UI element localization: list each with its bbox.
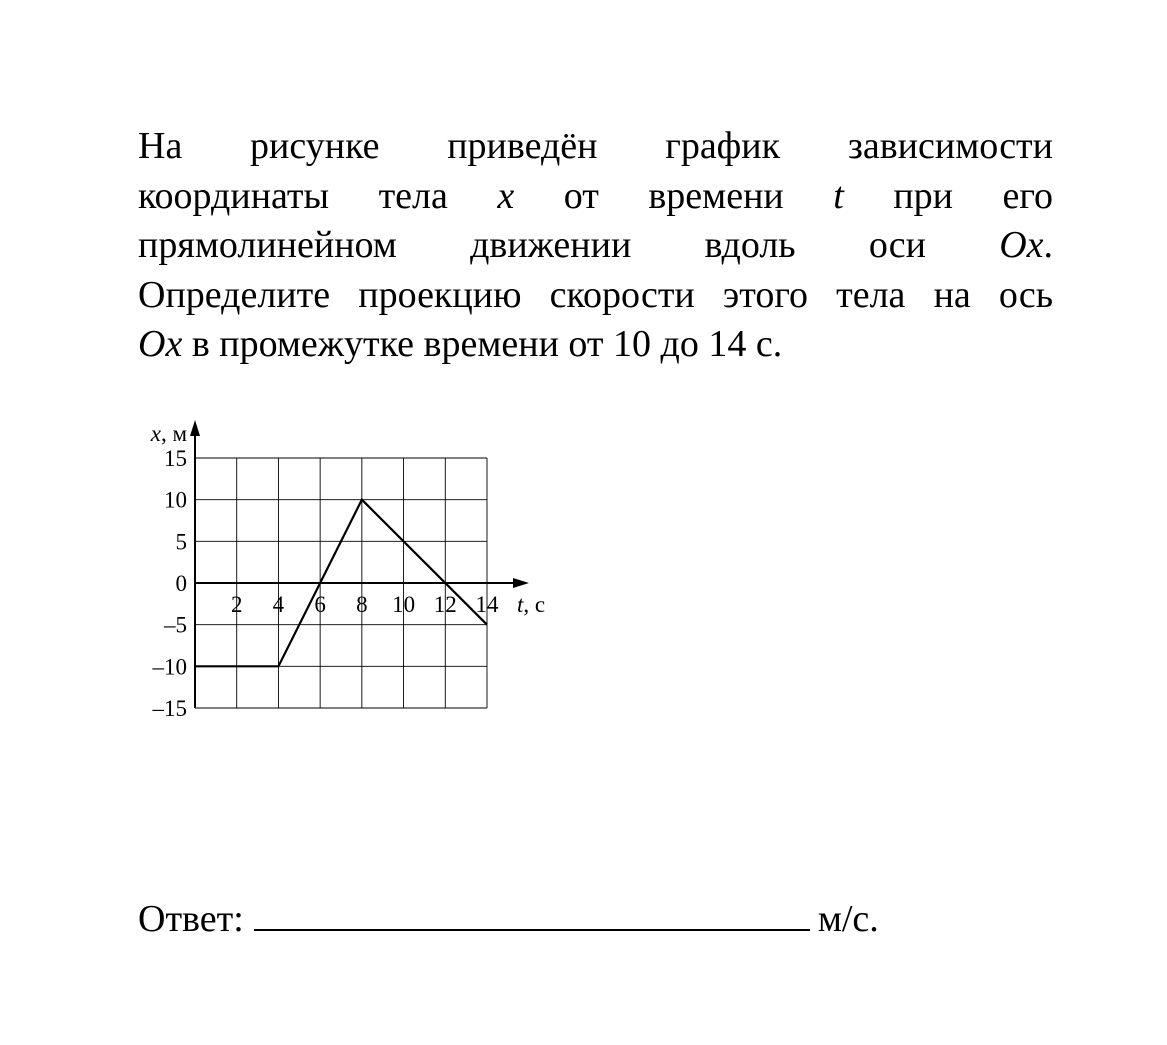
word: рисунке (250, 125, 380, 167)
word: этого (722, 273, 808, 316)
word: приведён (447, 125, 598, 167)
variable-x: x (497, 174, 515, 217)
word: координаты (138, 174, 330, 217)
word: зависимости (847, 125, 1054, 167)
x-tick-label: 14 (475, 592, 499, 617)
x-tick-label: 8 (356, 592, 368, 617)
word: тела (836, 273, 906, 316)
period: . (1043, 224, 1054, 266)
word: при (893, 174, 953, 217)
word: его (1002, 174, 1054, 217)
y-tick-label: 5 (175, 529, 187, 555)
y-tick-label: –10 (152, 654, 187, 680)
word: проекцию (358, 273, 522, 316)
y-axis-arrow-icon (190, 420, 200, 436)
answer-unit: м/с. (817, 898, 879, 940)
word: оси (868, 224, 926, 266)
x-tick-label: 2 (230, 592, 243, 617)
word: скорости (549, 273, 695, 316)
word: от (563, 174, 599, 217)
axis-name: Ox (138, 323, 183, 365)
word: движении (470, 224, 632, 266)
line-rest: в промежутке времени от 10 до 14 с. (182, 323, 783, 365)
axis-name: Ox (999, 224, 1044, 266)
x-axis-label-var: t (517, 592, 524, 617)
x-tick-label: 10 (392, 592, 416, 617)
answer-row (138, 893, 879, 944)
x-axis-label-unit: , с (523, 592, 546, 617)
y-axis-label-var: x (150, 421, 161, 446)
word: вдоль (704, 224, 796, 266)
x-axis-arrow-icon (513, 578, 529, 588)
y-tick-label: 0 (175, 571, 187, 596)
x-tick-label: 12 (433, 592, 457, 617)
y-tick-label: 10 (164, 487, 187, 513)
chart-labels (150, 421, 545, 721)
chart-axes (190, 420, 529, 708)
x-tick-label: 6 (314, 592, 326, 617)
word: график (665, 125, 781, 167)
y-axis-label-unit: , м (160, 421, 187, 446)
word: Определите (138, 273, 331, 316)
x-axis-label (517, 592, 545, 617)
y-tick-label: –15 (152, 696, 187, 721)
y-tick-label: –5 (164, 612, 187, 638)
word: времени (648, 174, 784, 217)
word: На (138, 125, 183, 167)
answer-blank (254, 893, 810, 931)
variable-t: t (833, 174, 844, 217)
y-axis-label (150, 421, 188, 446)
answer-label: Ответ: (138, 898, 244, 940)
word: ось (998, 273, 1054, 316)
word: прямолинейном (138, 224, 397, 266)
y-tick-label: 15 (164, 446, 187, 471)
x-tick-label: 4 (272, 592, 285, 617)
word: на (933, 273, 971, 316)
word: тела (378, 174, 448, 217)
